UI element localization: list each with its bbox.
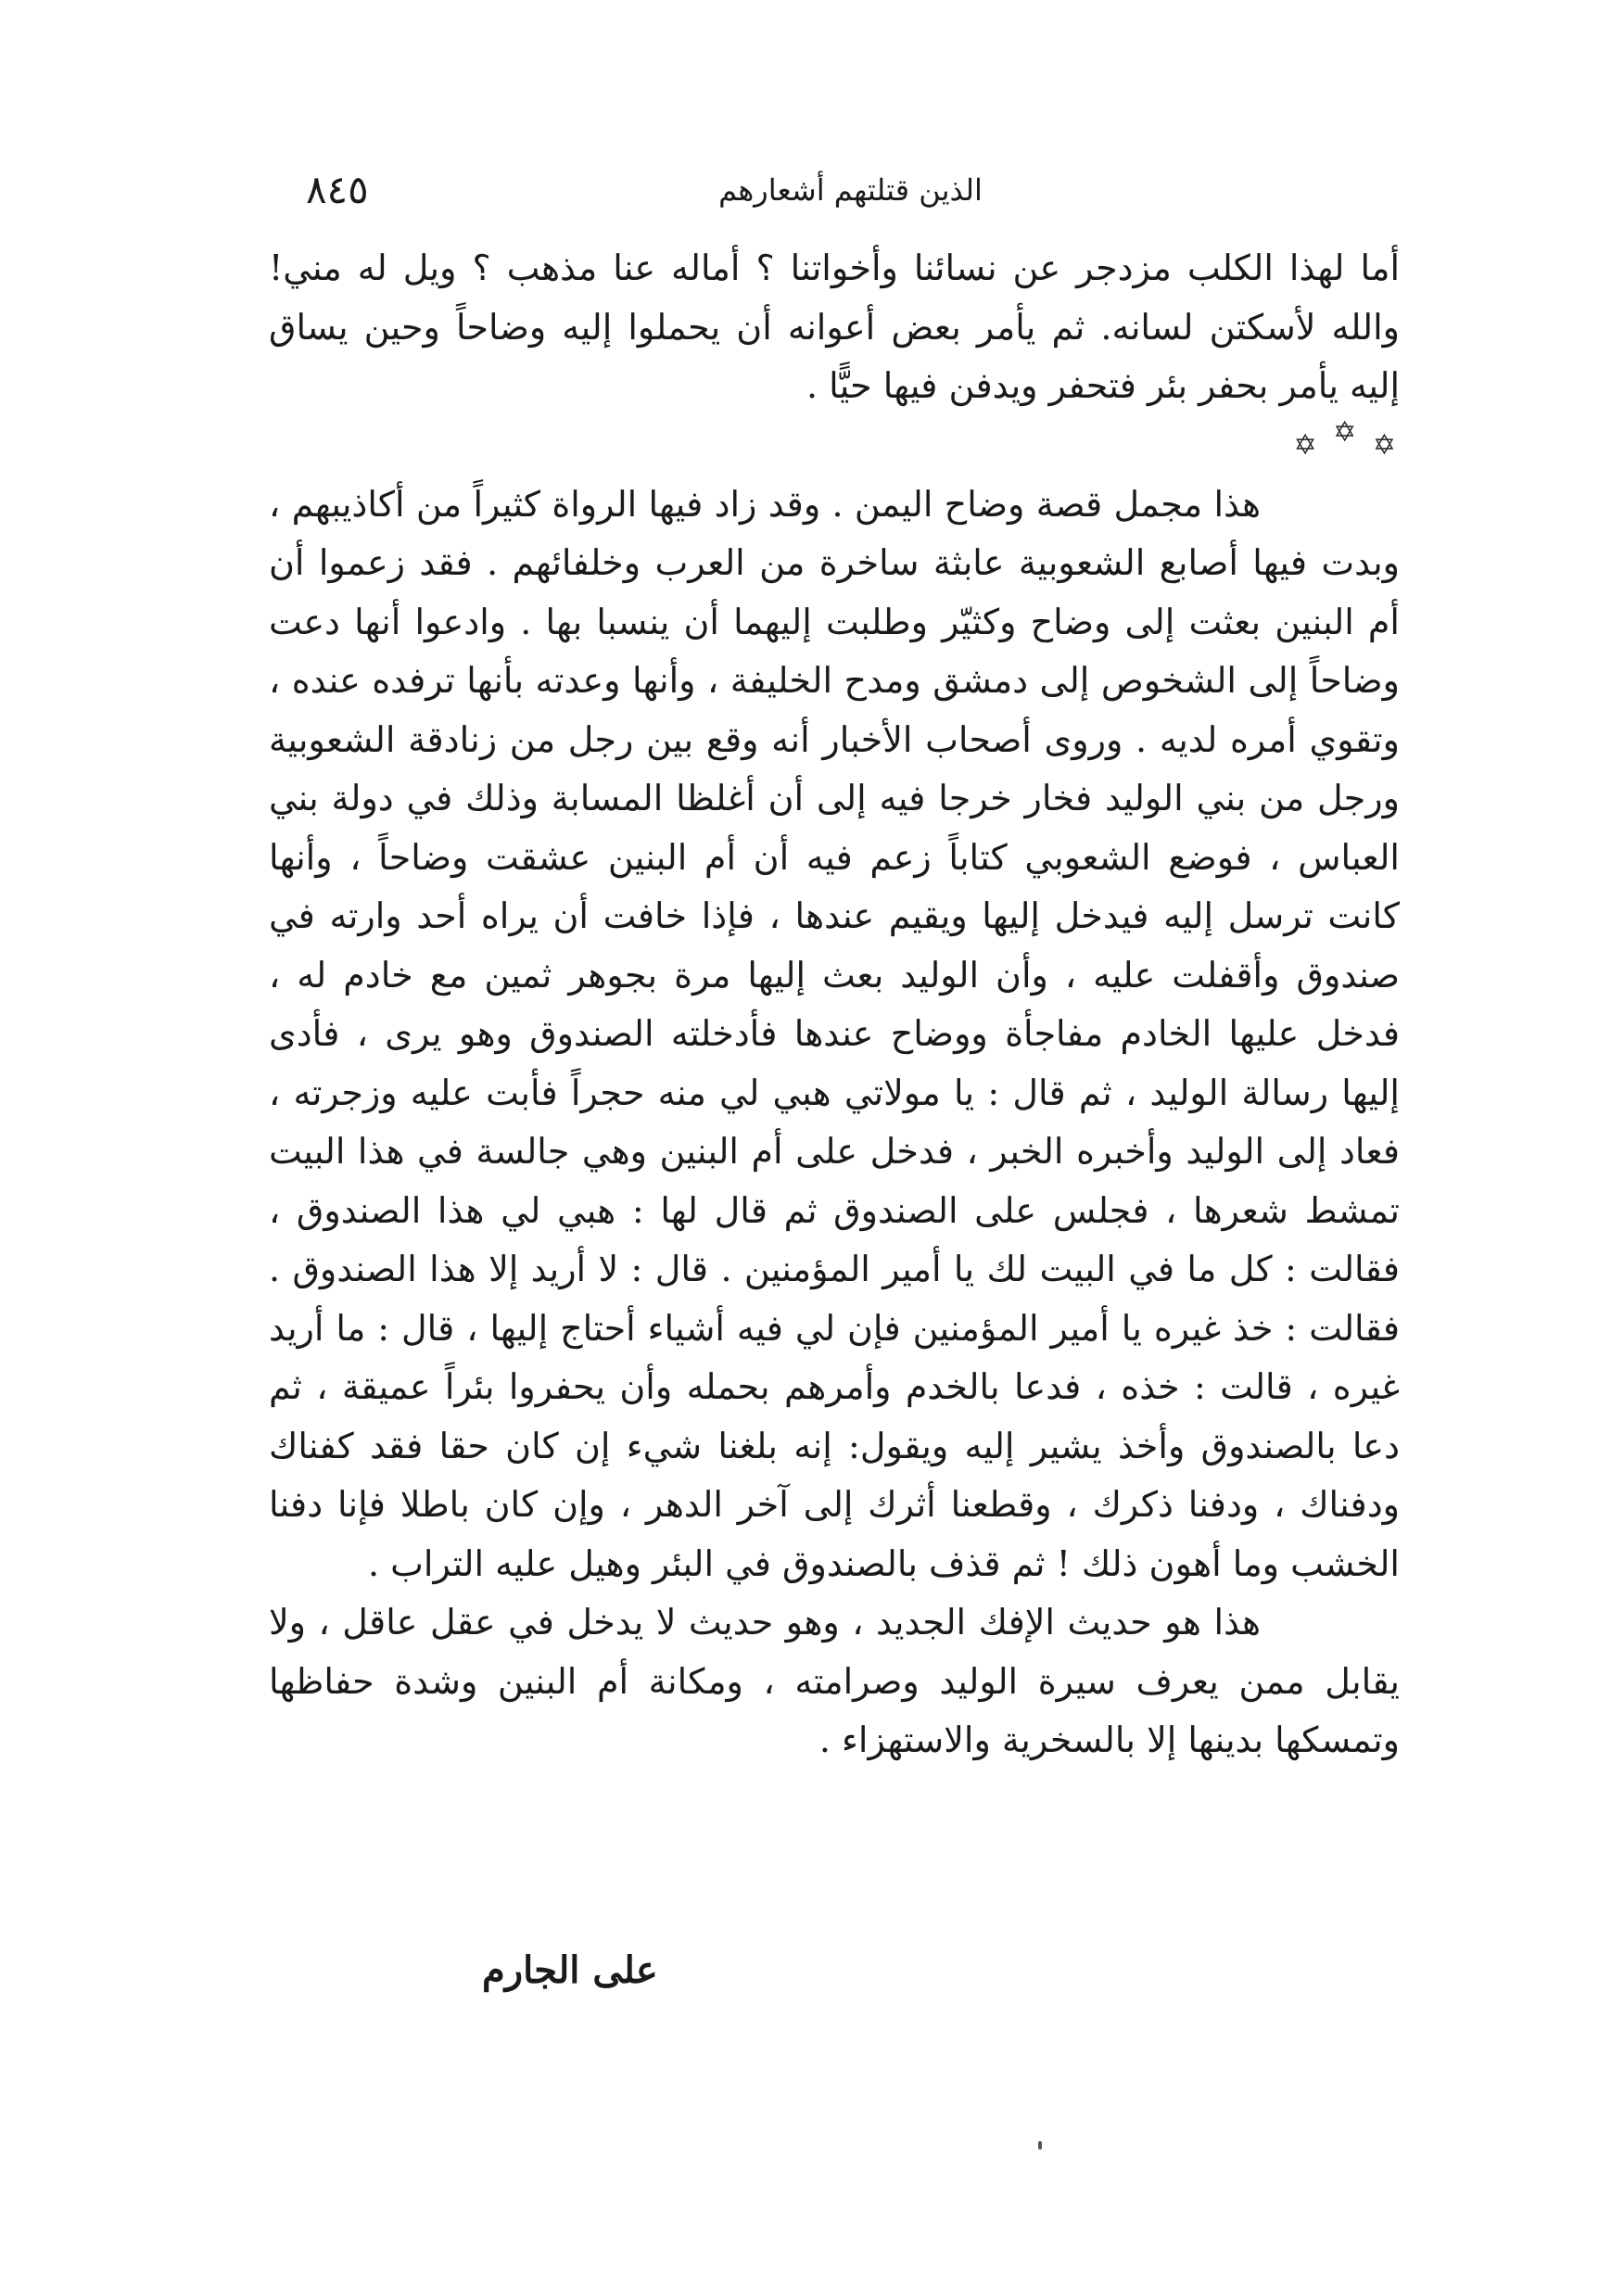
section-separator <box>269 416 1400 476</box>
paragraph-3: هذا هو حديث الإفك الجديد ، وهو حديث لا يدخل في عقل عاقل ، ولا يقابل ممن يعرف سيرة الوليد وصرامته ، ومكانة أم البنين وشدة حفاظها وتمسكها بدينها إلا بالسخرية والاستهزاء . <box>269 1602 1400 1760</box>
paragraph-2: هذا مجمل قصة وضاح اليمن . وقد زاد فيها الرواة كثيراً من أكاذيبهم ، وبدت فيها أصابع الشعوبية عابثة ساخرة من العرب وخلفائهم . فقد زعموا أن أم البنين بعثت إلى وضاح وكثيّر وطلبت إليهما أن ينسبا بها . وادعوا أنها دعت وضاحاً إلى الشخوص إلى دمشق ومدح الخليفة ، وأنها وعدته بأنها ترفده عنده ، وتقوي أمره لديه . وروى أصحاب الأخبار أنه وقع بين رجل من زنادقة الشعوبية ورجل من بني الوليد فخار خرجا فيه إلى أن أغلظا المسابة وذلك في دولة بني العباس ، فوضع الشعوبي كتاباً زعم فيه أن أم البنين عشقت وضاحاً ، وأنها كانت ترسل إليه فيدخل إليها ويقيم عندها ، فإذا خافت أن يراه أحد وارته في صندوق وأقفلت عليه ، وأن الوليد بعث إليها مرة بجوهر ثمين مع خادم له ، فدخل عليها الخادم مفاجأة ووضاح عندها فأدخلته الصندوق وهو يرى ، فأدى إليها رسالة الوليد ، ثم قال : يا مولاتي هبي لي منه حجراً فأبت عليه وزجرته ، فعاد إلى الوليد وأخبره الخبر ، فدخل على أم البنين وهي جالسة في هذا البيت تمشط شعرها ، فجلس على الصندوق ثم قال لها : هبي لي هذا الصندوق ، فقالت : كل ما في البيت لك يا أمير المؤمنين . قال : لا أريد إلا هذا الصندوق . فقالت : خذ غيره يا أمير المؤمنين فإن لي فيه أشياء أحتاج إليها ، قال : ما أريد غيره ، قالت : خذه ، فدعا بالخدم وأمرهم بحمله وأن يحفروا بئراً عميقة ، ثم دعا بالصندوق وأخذ يشير إليه ويقول: إنه بلغنا شيء إن كان حقا فقد كفناك ودفناك ، ودفنا ذكرك ، وقطعنا أثرك إلى آخر الدهر ، وإن كان باطلا فإنا دفنا الخشب وما أهون ذلك ! ثم قذف بالصندوق في البئر وهيل عليه التراب . <box>269 483 1400 1584</box>
running-title: الذين قتلتهم أشعارهم <box>718 172 983 208</box>
paragraph-1: أما لهذا الكلب مزدجر عن نسائنا وأخواتنا ؟ أماله عنا مذهب ؟ ويل له مني! والله لأسكتن لسانه. ثم يأمر بعض أعوانه أن يحملوا إليه وضاحاً وحين يساق إليه يأمر بحفر بئر فتحفر ويدفن فيها حيًّا . <box>269 247 1400 406</box>
body-text <box>269 239 1400 1770</box>
print-speck <box>1038 2141 1042 2150</box>
author-signature: على الجارم <box>482 1948 658 1992</box>
page-number: ٨٤٥ <box>306 167 369 212</box>
star-icon-left: ✡ <box>1372 428 1400 462</box>
star-icon-right: ✡ <box>1293 428 1321 462</box>
star-icon-top: ✡ <box>1333 415 1361 449</box>
running-head <box>306 167 1395 222</box>
